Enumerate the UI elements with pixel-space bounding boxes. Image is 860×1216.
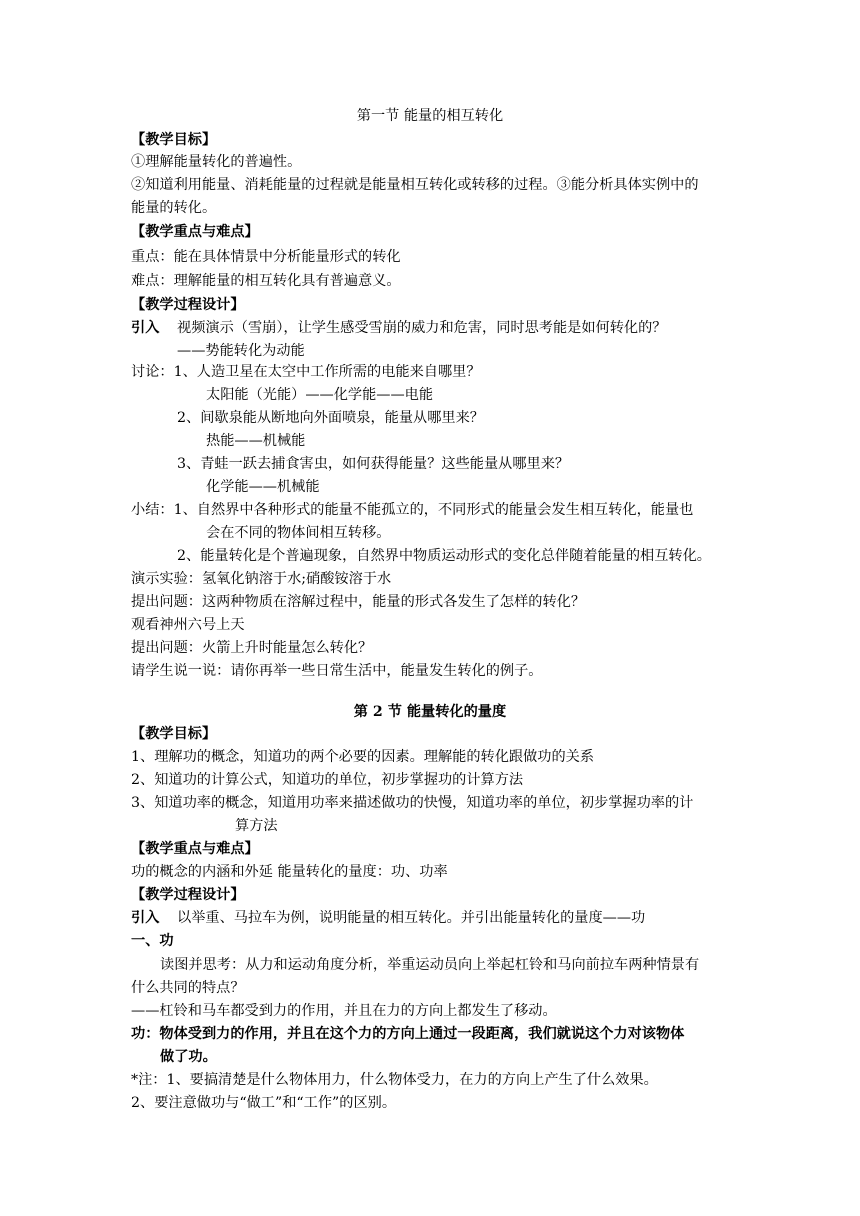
section-1-keypoint: 重点：能在具体情景中分析能量形式的转化	[131, 249, 401, 265]
section-1-intro-answer: ——势能转化为动能	[177, 343, 305, 359]
section-1-intro-label: 引入	[131, 320, 160, 336]
section-1-summary-1b: 会在不同的物体间相互转移。	[206, 525, 391, 541]
section-2-part-heading: 一、功	[131, 933, 174, 949]
section-1-question-1: 提出问题：这两种物质在溶解过程中，能量的形式各发生了怎样的转化？	[131, 594, 586, 610]
section-1-objectives-heading: 【教学目标】	[131, 132, 217, 148]
section-1-question-2: 提出问题：火箭上升时能量怎么转化？	[131, 640, 373, 656]
section-2-objective-2: 2、知道功的计算公式，知道功的单位，初步掌握功的计算方法	[131, 772, 524, 788]
section-2-read-b: 什么共同的特点？	[131, 980, 245, 996]
section-2-definition-a: 功：物体受到力的作用，并且在这个力的方向上通过一段距离，我们就说这个力对该物体	[131, 1026, 685, 1042]
section-2-read-answer: ——杠铃和马车都受到力的作用，并且在力的方向上都发生了移动。	[131, 1003, 557, 1019]
section-2-read-a: 读图并思考：从力和运动角度分析，举重运动员向上举起杠铃和马向前拉车两种情景有	[160, 957, 700, 973]
section-2-process-heading: 【教学过程设计】	[131, 887, 245, 903]
section-2-keypoint: 功的概念的内涵和外延 能量转化的量度：功、功率	[131, 864, 448, 880]
section-1-summary-2: 2、能量转化是个普遍现象，自然界中物质运动形式的变化总伴随着能量的相互转化。	[177, 548, 711, 564]
section-2-intro-text: 以举重、马拉车为例，说明能量的相互转化。并引出能量转化的量度——功	[177, 910, 646, 926]
section-2-objective-3b: 算方法	[235, 818, 278, 834]
section-1-discuss-3: 3、青蛙一跃去捕食害虫，如何获得能量？这些能量从哪里来？	[177, 456, 570, 472]
section-2-definition-b: 做了功。	[160, 1049, 217, 1065]
section-1-watch: 观看神州六号上天	[131, 617, 245, 633]
section-1-objective-2b: 能量的转化。	[131, 200, 217, 216]
section-1-objective-2a: ②知道利用能量、消耗能量的过程就是能量相互转化或转移的过程。③能分析具体实例中的	[131, 177, 699, 193]
section-1-discuss-2-answer: 热能——机械能	[206, 433, 306, 449]
section-2-keypoints-heading: 【教学重点与难点】	[131, 841, 259, 857]
section-1-discuss-3-answer: 化学能——机械能	[206, 479, 320, 495]
section-2-objective-3a: 3、知道功率的概念，知道用功率来描述做功的快慢，知道功率的单位，初步掌握功率的计	[131, 795, 694, 811]
section-1-ask: 请学生说一说：请你再举一些日常生活中，能量发生转化的例子。	[131, 663, 543, 679]
section-1-discuss-2: 2、间歇泉能从断地向外面喷泉，能量从哪里来？	[177, 410, 484, 426]
section-2-note-2: 2、要注意做功与“做工”和“工作”的区别。	[131, 1095, 397, 1111]
section-2-intro-label: 引入	[131, 910, 160, 926]
section-2-title: 第 2 节 能量转化的量度	[353, 704, 507, 720]
section-2-objective-1: 1、理解功的概念，知道功的两个必要的因素。理解能的转化跟做功的关系	[131, 749, 595, 765]
section-1-demo: 演示实验：氢氧化钠溶于水;硝酸铵溶于水	[131, 571, 392, 587]
section-1-intro-text: 视频演示（雪崩），让学生感受雪崩的威力和危害，同时思考能是如何转化的？	[177, 320, 667, 336]
section-1-discuss-1: 讨论：1、人造卫星在太空中工作所需的电能来自哪里？	[131, 364, 481, 380]
section-1-summary-1a: 小结：1、自然界中各种形式的能量不能孤立的，不同形式的能量会发生相互转化，能量也	[131, 502, 694, 518]
section-2-objectives-heading: 【教学目标】	[131, 726, 217, 742]
section-2-note-1: *注：1、要搞清楚是什么物体用力，什么物体受力，在力的方向上产生了什么效果。	[131, 1072, 658, 1088]
section-1-keypoints-heading: 【教学重点与难点】	[131, 224, 259, 240]
section-1-discuss-1-answer: 太阳能（光能）——化学能——电能	[206, 387, 434, 403]
section-1-title: 第一节 能量的相互转化	[356, 108, 504, 124]
section-1-objective-1: ①理解能量转化的普遍性。	[131, 154, 302, 170]
section-1-difficulty: 难点：理解能量的相互转化具有普遍意义。	[131, 273, 401, 289]
section-1-process-heading: 【教学过程设计】	[131, 297, 245, 313]
